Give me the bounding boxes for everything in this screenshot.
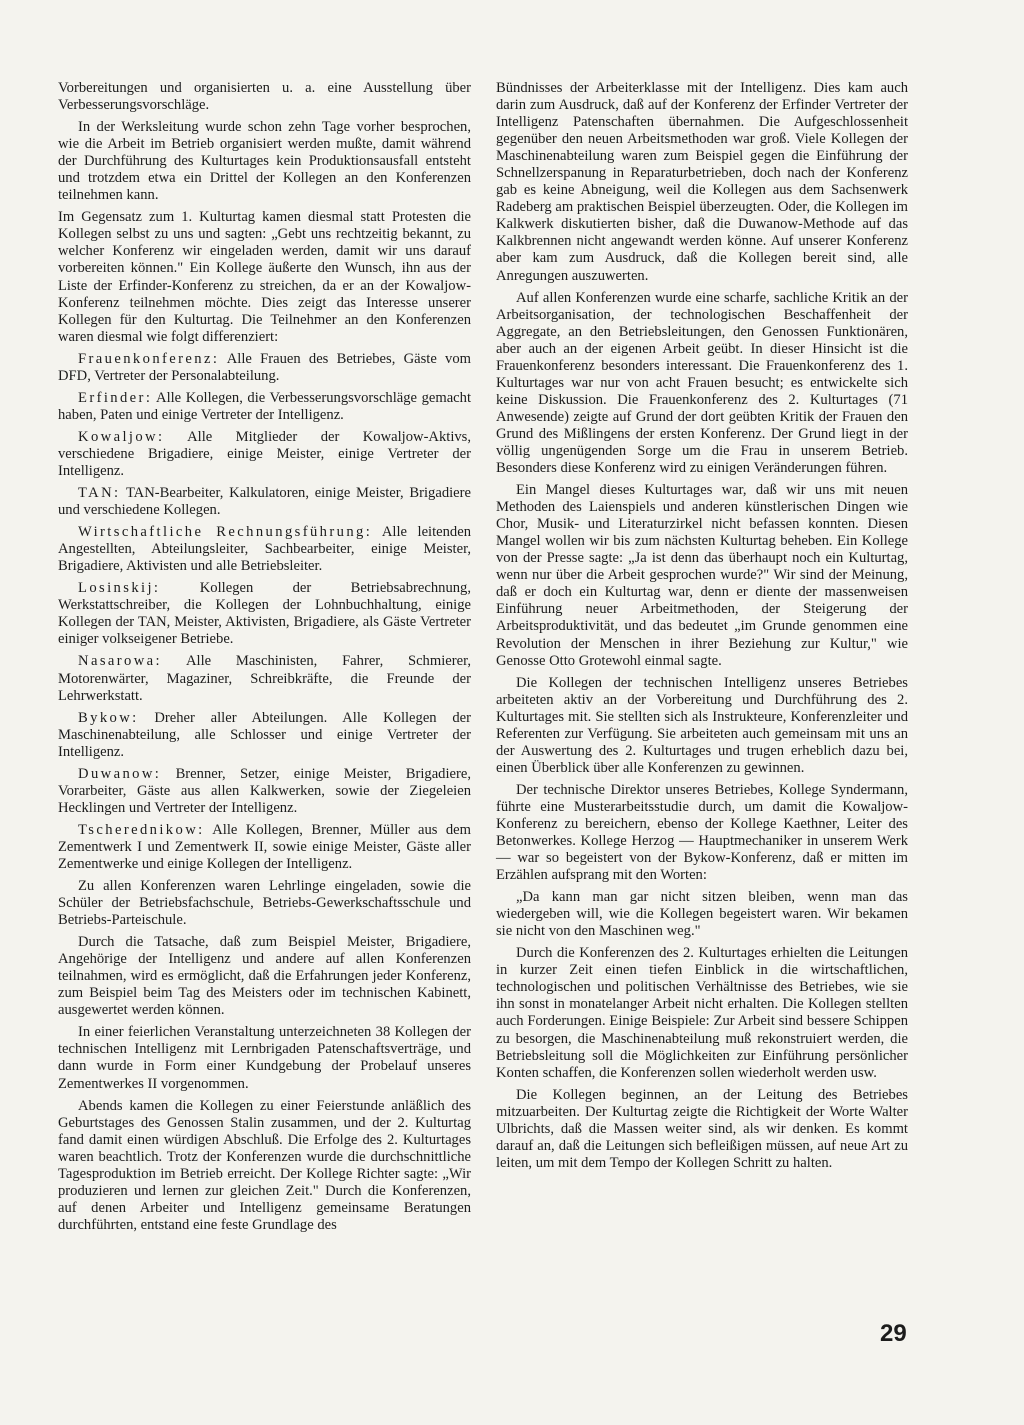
conference-name: Tscherednikow: [78, 821, 205, 838]
right-column [496, 80, 908, 1177]
conference-name: Losinskij: [78, 580, 161, 597]
conference-name: Duwanow: [78, 765, 162, 782]
paragraph: Ein Mangel dieses Kulturtages war, daß wir uns mit neuen Methoden des Laienspiels und anderen künstlerischen Dingen wie Chor, Musik- und Literaturzirkel nicht befassen konnten. Diesen Mangel wollen wir bis zum nächsten Kulturtag beheben. Ein Kollege von der Presse sagte: „Ja ist denn das überhaupt noch ein Kulturtag, wenn nur über die Arbeit gesprochen wurde?" Wir sind der Meinung, daß er doch ein Kulturtag war, denn er diente der massenweisen Einführung neuer Arbeitmethoden, der Steigerung der Arbeitsproduktivität, und das bedeutet „im Grunde genommen eine Revolution der Menschen in ihrer Beziehung zur Kultur," wie Genosse Otto Grotewohl einmal sagte. [496, 482, 908, 669]
paragraph: Der technische Direktor unseres Betriebes, Kollege Syndermann, führte eine Musterarbeitsstudie durch, um damit die Kowaljow-Konferenz zu bereichern, ebenso der Kollege Kaethner, Leiter des Betonwerkes. Kollege Herzog — Hauptmechaniker in unserem Werk — war so begeistert von der Bykow-Konferenz, daß er mitten im Erzählen aufsprang mit den Worten: [496, 781, 908, 884]
paragraph: In einer feierlichen Veranstaltung unterzeichneten 38 Kollegen der technischen Intelligenz mit Lernbrigaden Patenschaftsverträge, und dann wurde in Form einer Kundgebung der Probelauf unseres Zementwerkes II vorgenommen. [58, 1024, 471, 1092]
conference-entry [58, 351, 471, 385]
conference-participants: Alle Kollegen, die Verbesserungsvorschläge gemacht haben, Paten und einige Vertreter der Intelligenz. [58, 389, 472, 423]
conference-name: Kowaljow: [78, 428, 165, 445]
conference-name: Erfinder: [78, 389, 153, 406]
conference-participants: Alle Kollegen, Brenner, Müller aus dem Zementwerk I und Zementwerk II, sowie einige Meister, Gäste aller Zementwerke und einige Kollegen der Intelligenz. [58, 821, 471, 872]
conference-participants: Alle leitenden Angestellten, Abteilungsleiter, Sachbearbeiter, einige Meister, Brigadiere, Aktivisten und alle Betriebsleiter. [58, 524, 472, 575]
conference-participants: Kollegen der Betriebsabrechnung, Werkstattschreiber, die Kollegen der Lohnbuchhaltung, einige Kollegen der TAN, Meister, Aktivisten, Brigadiere, als Gäste Vertreter einiger volkseigener Betriebe. [58, 580, 471, 648]
conference-participants: Dreher aller Abteilungen. Alle Kollegen der Maschinenabteilung, alle Schlosser und einige Vertreter der Intelligenz. [58, 709, 471, 760]
conference-entry [58, 766, 471, 817]
conference-participants: Alle Maschinisten, Fahrer, Schmierer, Motorenwärter, Magaziner, Schreibkräfte, die Freunde der Lehrwerkstatt. [58, 653, 472, 704]
conference-participants: Alle Mitglieder der Kowaljow-Aktivs, verschiedene Brigadiere, einige Meister, einige Vertreter der Intelligenz. [58, 428, 471, 479]
conference-entry [58, 485, 471, 519]
paragraph: Durch die Tatsache, daß zum Beispiel Meister, Brigadiere, Angehörige der Intelligenz und andere auf allen Konferenzen teilnahmen, wird es ermöglicht, daß die Erfahrungen jeder Konferenz, zum Beispiel beim Tag des Meisters oder im technischen Kabinett, ausgewertet werden können. [58, 934, 471, 1019]
paragraph: Vorbereitungen und organisierten u. a. eine Ausstellung über Verbesserungsvorschläge. [58, 80, 471, 114]
conference-name: Nasarowa: [78, 653, 163, 670]
conference-entry [58, 429, 471, 480]
paragraph: In der Werksleitung wurde schon zehn Tage vorher besprochen, wie die Arbeit im Betrieb organisiert werden mußte, damit während der Durchführung des Kulturtages kein Produktionsausfall entsteht und trotzdem etwa ein Drittel der Kollegen an den Konferenzen teilnehmen kann. [58, 119, 471, 204]
conference-entry [58, 822, 471, 873]
conference-name: TAN: [78, 485, 121, 502]
left-column [58, 80, 471, 1239]
paragraph: Bündnisses der Arbeiterklasse mit der Intelligenz. Dies kam auch darin zum Ausdruck, daß auf der Konferenz der Erfinder Vertreter der Intelligenz Patenschaften übernahmen. Die Aufgeschlossenheit gegenüber den neuen Arbeitsmethoden war groß. Viele Kollegen der Maschinenabteilung waren zum Beispiel gegen die Einführung der Schnellzerspanung in Reparaturbetrieben, doch nach der Konferenz gab es keine Abneigung, weil die Kollegen aus dem Sachsenwerk Radeberg am praktischen Beispiel überzeugten. Oder, die Kollegen im Kalkwerk diskutierten bisher, daß die Duwanow-Methode auf das Kalkbrennen nicht angewandt werden könne. Auf unserer Konferenz aber kam zum Ausdruck, daß die Kollegen bereit sind, alle Anregungen auszuwerten. [496, 80, 908, 284]
conference-entry [58, 390, 471, 424]
paragraph: Im Gegensatz zum 1. Kulturtag kamen diesmal statt Protesten die Kollegen selbst zu uns und sagten: „Gebt uns rechtzeitig bekannt, zu welcher Konferenz wir eingeladen werden, damit wir uns darauf vorbereiten können." Ein Kollege äußerte den Wunsch, ihn aus der Liste der Erfinder-Konferenz zu streichen, da er an der Kowaljow-Konferenz teilnehmen möchte. Dies zeigt das Interesse unserer Kollegen für den Kulturtag. Die Teilnehmer an den Konferenzen waren diesmal wie folgt differenziert: [58, 209, 471, 345]
conference-entry [58, 524, 471, 575]
page-number: 29 [880, 1320, 907, 1347]
paragraph: Abends kamen die Kollegen zu einer Feierstunde anläßlich des Geburtstages des Genossen Stalin zusammen, und der 2. Kulturtag fand damit einen würdigen Abschluß. Die Erfolge des 2. Kulturtages waren beachtlich. Trotz der Konferenzen wurde die durchschnittliche Tagesproduktion im Betrieb erreicht. Der Kollege Richter sagte: „Wir produzieren und lernen zur gleichen Zeit." Durch die Konferenzen, auf denen Arbeiter und Intelligenz gemeinsame Beratungen durchführten, entstand eine feste Grundlage des [58, 1097, 471, 1233]
conference-name: Bykow: [78, 709, 139, 726]
paragraph: Durch die Konferenzen des 2. Kulturtages erhielten die Leitungen in kurzer Zeit einen tiefen Einblick in die wirtschaftlichen, technologischen und politischen Verhältnisse des Betriebes, wie sie ihn sonst in monatelanger Arbeit nicht erhalten. Die Kollegen stellten auch Forderungen. Einige Beispiele: Zur Arbeit sind bessere Schippen zu besorgen, die Maschinenabteilung muß rekonstruiert werden, die Betriebsleitung soll die Möglichkeiten zur Einführung persönlicher Konten schaffen, die Konferenzen sollen wiederholt werden usw. [496, 945, 908, 1081]
conference-entry [58, 710, 471, 761]
conference-name: Frauenkonferenz: [78, 350, 220, 367]
conference-entry [58, 580, 471, 648]
paragraph: Die Kollegen beginnen, an der Leitung des Betriebes mitzuarbeiten. Der Kulturtag zeigte die Richtigkeit der Worte Walter Ulbrichts, daß die Massen weiter sind, als wir denken. Es kommt darauf an, daß die Leitungen sich befleißigen müssen, auf neue Art zu leiten, um mit dem Tempo der Kollegen Schritt zu halten. [496, 1086, 908, 1171]
conference-participants: Brenner, Setzer, einige Meister, Brigadiere, Vorarbeiter, Gäste aus allen Kalkwerken, sowie der Ziegeleien Hecklingen und Vertreter der Intelligenz. [58, 765, 471, 816]
conference-participants: TAN-Bearbeiter, Kalkulatoren, einige Meister, Brigadiere und verschiedene Kollegen. [58, 485, 471, 519]
quote: „Da kann man gar nicht sitzen bleiben, wenn man das wiedergeben will, wie die Kollegen begeistert waren. Wir bekamen sie nicht von den Maschinen weg." [496, 889, 908, 940]
paragraph: Die Kollegen der technischen Intelligenz unseres Betriebes arbeiteten aktiv an der Vorbereitung und Durchführung des 2. Kulturtages mit. Sie stellten sich als Instrukteure, Konferenzleiter und Referenten zur Verfügung. Sie arbeiteten auch gemeinsam mit uns an der Auswertung des 2. Kulturtages und trugen erheblich dazu bei, einen Überblick über alle Konferenzen zu gewinnen. [496, 674, 908, 776]
conference-name: Wirtschaftliche Rechnungsführung: [78, 524, 373, 541]
paragraph: Zu allen Konferenzen waren Lehrlinge eingeladen, sowie die Schüler der Betriebsfachschule, Betriebs-Gewerkschaftsschule und Betriebs-Parteischule. [58, 878, 471, 929]
paragraph: Auf allen Konferenzen wurde eine scharfe, sachliche Kritik an der Arbeitsorganisation, der technologischen Beschaffenheit der Aggregate, an den Betriebsleitungen, den Genossen Funktionären, aber auch an der eigenen Arbeit geübt. In dieser Hinsicht ist die Frauenkonferenz besonders interessant. Die Frauenkonferenz des 1. Kulturtages war nur von acht Frauen besucht; es entwickelte sich keine Diskussion. Die Frauenkonferenz des 2. Kulturtages (71 Anwesende) zeigte auf Grund der dort geübten Kritik der Frauen den Grund des Mißlingens der ersten Konferenz. Der Grund liegt in der völlig ungenügenden Sorge um die Frau in unserem Betrieb. Besonders diese Konferenz wird zu einigen Veränderungen führen. [496, 289, 908, 477]
conference-participants: Alle Frauen des Betriebes, Gäste vom DFD, Vertreter der Personalabteilung. [58, 350, 472, 384]
conference-entry [58, 653, 471, 704]
